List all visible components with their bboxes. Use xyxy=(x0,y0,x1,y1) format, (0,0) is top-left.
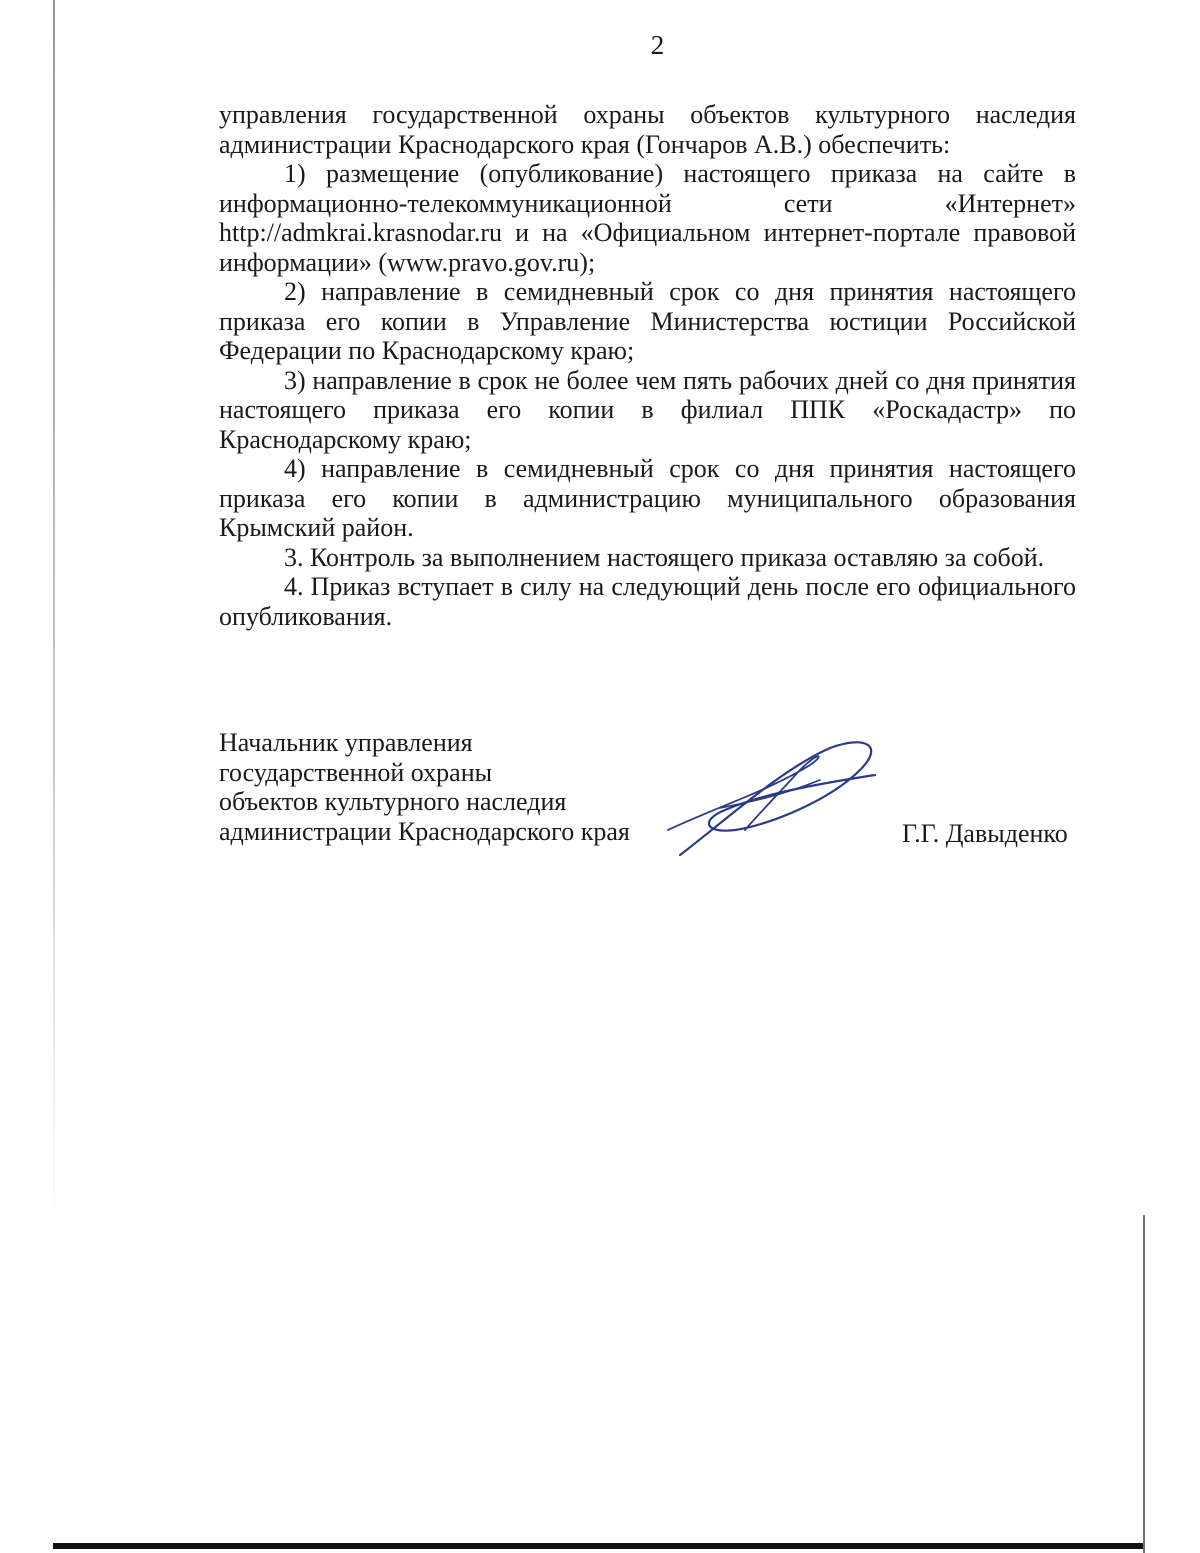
paragraph: 2) направление в семидневный срок со дня принятия настоящего приказа его копии в Управление Министерства юстиции Российской Федерации по Краснодарскому краю; xyxy=(219,277,1076,365)
signatory-title-line: администрации Краснодарского края xyxy=(219,816,630,846)
paragraph: 4) направление в семидневный срок со дня принятия настоящего приказа его копии в администрацию муниципального образования Крымский район. xyxy=(219,454,1076,542)
document-body xyxy=(219,100,1076,631)
signatory-title-line: объектов культурного наследия xyxy=(219,787,567,816)
page-number: 2 xyxy=(650,30,665,60)
scan-edge-left xyxy=(53,0,55,1230)
paragraph: 1) размещение (опубликование) настоящего приказа на сайте в информационно-телекоммуникационной сети «Интернет» http://admkrai.krasnodar.ru и на «Официальном интернет-портале правовой информации» (www.pravo.gov.ru); xyxy=(219,159,1076,277)
signatory-title-line: государственной охраны xyxy=(219,757,493,787)
signature-block xyxy=(219,728,1076,846)
handwritten-signature xyxy=(660,730,885,865)
signatory-title-line: Начальник управления xyxy=(219,728,473,757)
scan-edge-right xyxy=(1143,1215,1145,1553)
paragraph: 3) направление в срок не более чем пять рабочих дней со дня принятия настоящего приказа его копии в филиал ППК «Роскадастр» по Краснодарскому краю; xyxy=(219,365,1076,454)
signature-stroke xyxy=(680,742,875,855)
signatory-name: Г.Г. Давыденко xyxy=(902,819,1068,848)
scan-edge-bottom xyxy=(53,1543,1143,1549)
paragraph: 4. Приказ вступает в силу на следующий день после его официального опубликования. xyxy=(219,572,1076,631)
paragraph: управления государственной охраны объектов культурного наследия администрации Краснодарского края (Гончаров А.В.) обеспечить: xyxy=(219,100,1076,159)
paragraph: 3. Контроль за выполнением настоящего приказа оставляю за собой. xyxy=(284,542,1045,572)
